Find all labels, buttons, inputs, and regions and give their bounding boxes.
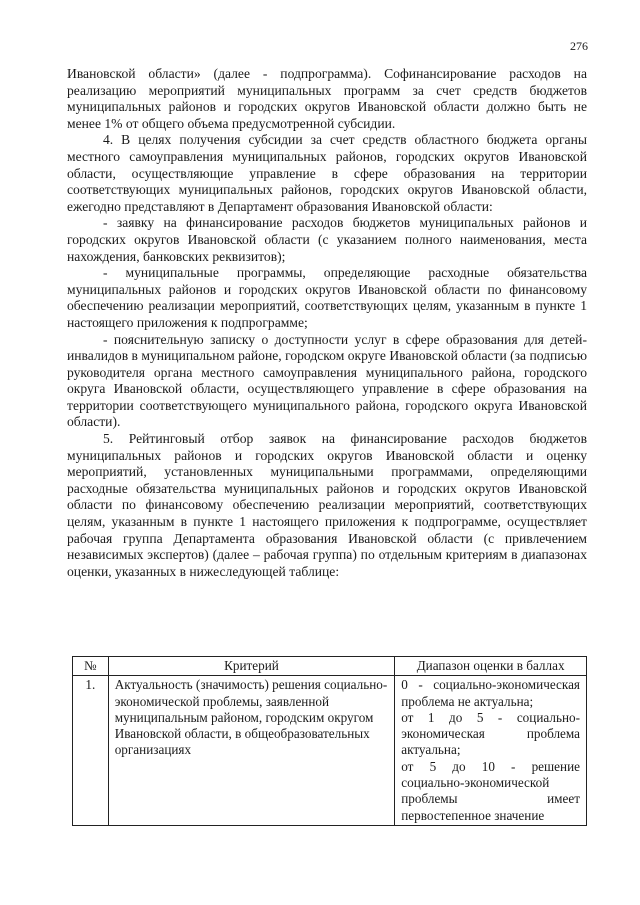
paragraph-5: 5. Рейтинговый отбор заявок на финансирование расходов бюджетов муниципальных районов и городских округов Ивановской области и оценку мероприятий, установленных муниципальными программами, определяющими расходные обязательства муниципальных районов и городских округов Ивановской области по финансовому обеспечению реализации мероприятий, соответствующих целям, указанным в пункте 1 настоящего приложения к подпрограмме, осуществляет рабочая группа Департамента образования Ивановской области (с привлечением независимых экспертов) (далее – рабочая группа) по отдельным критериям в диапазонах оценки, указанных в нижеследующей таблице: [67,431,587,579]
list-item-programs: - муниципальные программы, определяющие расходные обязательства муниципальных районов и городских округов Ивановской области по финансовому обеспечению реализации мероприятий, соответствующих целям, указанным в пункте 1 настоящего приложения к подпрограмме; [67,265,587,330]
column-header-number: № [73,657,109,676]
list-item-explanatory-note: - пояснительную записку о доступности услуг в сфере образования для детей-инвалидов в муниципальном районе, городском округе Ивановской области (за подписью руководителя органа местного самоуправления муниципального района, городского округа Ивановской области, осуществляющего управление в сфере образования на территории соответствующего муниципального района, городского округа Ивановской области). [67,331,587,430]
range-value: от 1 до 5 - социально-экономическая проблема актуальна; [401,709,580,758]
document-body [67,66,587,580]
criterion-cell: Актуальность (значимость) решения социально-экономической проблемы, заявленной муниципальным районом, городским округом Ивановской области, в общеобразовательных организациях [108,676,395,826]
criteria-table [72,656,587,826]
column-header-criterion: Критерий [108,657,395,676]
column-header-range: Диапазон оценки в баллах [395,657,587,676]
paragraph-intro: Ивановской области» (далее - подпрограмма). Софинансирование расходов на реализацию мероприятий муниципальных программ за счет средств бюджетов муниципальных районов и городских округов Ивановской области должно быть не менее 1% от общего объема предусмотренной субсидии. [67,66,587,131]
range-cell [395,676,587,826]
range-value: от 5 до 10 - решение социально-экономической проблемы имеет первостепенное значение [401,758,580,823]
paragraph-4: 4. В целях получения субсидии за счет средств областного бюджета органы местного самоуправления муниципальных районов, городских округов Ивановской области, осуществляющие управление в сфере образования на территории соответствующих муниципальных районов, городских округов Ивановской области, ежегодно представляют в Департамент образования Ивановской области: [67,132,587,214]
list-item-application: - заявку на финансирование расходов бюджетов муниципальных районов и городских округов Ивановской области (с указанием полного наименования, места нахождения, банковских реквизитов); [67,215,587,264]
range-value: 0 - социально-экономическая проблема не актуальна; [401,677,580,709]
table-row [73,676,587,826]
table-header-row [73,657,587,676]
row-number: 1. [73,676,109,826]
page-number: 276 [570,39,588,53]
